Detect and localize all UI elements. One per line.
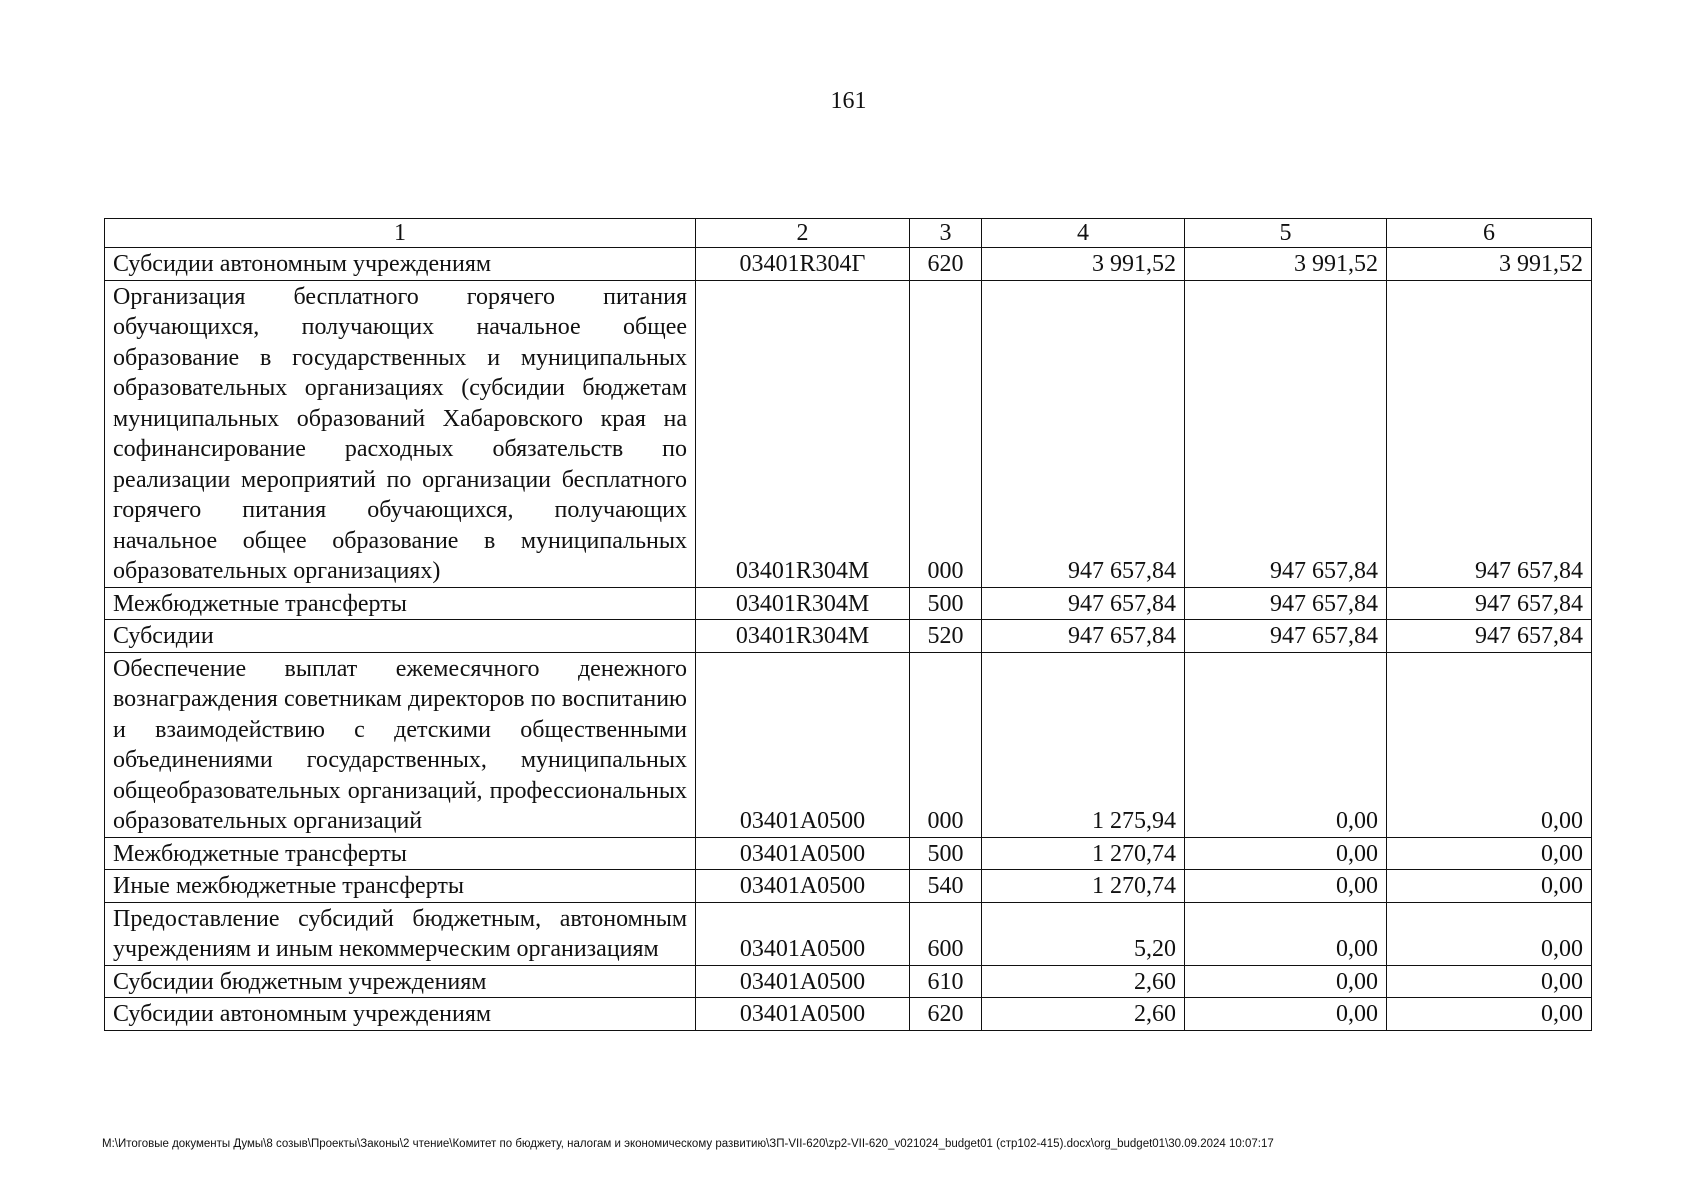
row-value-year1-cell: 947 657,84 — [982, 620, 1185, 653]
row-name-cell: Субсидии автономным учреждениям — [105, 998, 696, 1031]
row-value-year3-cell: 0,00 — [1387, 837, 1592, 870]
row-value-year3-cell: 0,00 — [1387, 965, 1592, 998]
row-value-year3-cell: 3 991,52 — [1387, 248, 1592, 281]
table-row — [105, 902, 1592, 965]
row-value-year1-cell: 1 270,74 — [982, 870, 1185, 903]
table-row — [105, 837, 1592, 870]
table-row — [105, 587, 1592, 620]
row-type-cell: 620 — [910, 248, 982, 281]
row-value-year1-cell: 947 657,84 — [982, 587, 1185, 620]
row-type-cell: 620 — [910, 998, 982, 1031]
row-type-cell: 000 — [910, 280, 982, 587]
row-value-year2-cell: 947 657,84 — [1185, 620, 1387, 653]
row-code-cell: 03401А0500 — [696, 870, 910, 903]
table-row — [105, 620, 1592, 653]
row-code-cell: 03401R304Г — [696, 248, 910, 281]
row-value-year1-cell: 2,60 — [982, 965, 1185, 998]
row-value-year2-cell: 3 991,52 — [1185, 248, 1387, 281]
row-value-year3-cell: 947 657,84 — [1387, 280, 1592, 587]
row-value-year2-cell: 0,00 — [1185, 870, 1387, 903]
row-code-cell: 03401А0500 — [696, 837, 910, 870]
row-value-year3-cell: 0,00 — [1387, 902, 1592, 965]
row-name-cell: Субсидии — [105, 620, 696, 653]
header-cell: 3 — [910, 219, 982, 248]
row-value-year2-cell: 0,00 — [1185, 998, 1387, 1031]
row-type-cell: 540 — [910, 870, 982, 903]
row-name-cell: Предоставление субсидий бюджетным, автономным учреждениям и иным некоммерческим организациям — [105, 902, 696, 965]
row-code-cell: 03401R304М — [696, 280, 910, 587]
table-row — [105, 998, 1592, 1031]
budget-table — [104, 218, 1592, 1031]
row-value-year1-cell: 1 275,94 — [982, 652, 1185, 837]
row-code-cell: 03401А0500 — [696, 652, 910, 837]
row-value-year3-cell: 947 657,84 — [1387, 587, 1592, 620]
row-value-year3-cell: 0,00 — [1387, 870, 1592, 903]
row-value-year2-cell: 0,00 — [1185, 902, 1387, 965]
row-type-cell: 000 — [910, 652, 982, 837]
table-row — [105, 248, 1592, 281]
row-name-cell: Субсидии бюджетным учреждениям — [105, 965, 696, 998]
header-cell: 6 — [1387, 219, 1592, 248]
row-name-cell: Организация бесплатного горячего питания обучающихся, получающих начальное общее образование в государственных и муниципальных образовательных организациях (субсидии бюджетам муниципальных образований Хабаровского края на софинансирование расходных обязательств по реализации мероприятий по организации бесплатного горячего питания обучающихся, получающих начальное общее образование в муниципальных образовательных организациях) — [105, 280, 696, 587]
row-type-cell: 610 — [910, 965, 982, 998]
row-name-cell: Обеспечение выплат ежемесячного денежного вознаграждения советникам директоров по воспитанию и взаимодействию с детскими общественными объединениями государственных, муниципальных общеобразовательных организаций, профессиональных образовательных организаций — [105, 652, 696, 837]
row-value-year3-cell: 0,00 — [1387, 652, 1592, 837]
header-cell: 4 — [982, 219, 1185, 248]
row-value-year2-cell: 0,00 — [1185, 837, 1387, 870]
row-value-year3-cell: 0,00 — [1387, 998, 1592, 1031]
row-value-year2-cell: 0,00 — [1185, 652, 1387, 837]
row-value-year1-cell: 947 657,84 — [982, 280, 1185, 587]
row-type-cell: 600 — [910, 902, 982, 965]
row-name-cell: Субсидии автономным учреждениям — [105, 248, 696, 281]
row-type-cell: 520 — [910, 620, 982, 653]
row-name-cell: Иные межбюджетные трансферты — [105, 870, 696, 903]
page-number: 161 — [830, 88, 867, 114]
row-value-year3-cell: 947 657,84 — [1387, 620, 1592, 653]
row-value-year2-cell: 0,00 — [1185, 965, 1387, 998]
header-cell: 5 — [1185, 219, 1387, 248]
row-value-year1-cell: 3 991,52 — [982, 248, 1185, 281]
table-row — [105, 652, 1592, 837]
budget-table-body — [105, 219, 1592, 1031]
table-header-row — [105, 219, 1592, 248]
row-type-cell: 500 — [910, 587, 982, 620]
row-value-year1-cell: 5,20 — [982, 902, 1185, 965]
row-code-cell: 03401А0500 — [696, 965, 910, 998]
table-row — [105, 870, 1592, 903]
row-name-cell: Межбюджетные трансферты — [105, 587, 696, 620]
table-row — [105, 280, 1592, 587]
row-code-cell: 03401R304М — [696, 620, 910, 653]
table-row — [105, 965, 1592, 998]
row-code-cell: 03401А0500 — [696, 902, 910, 965]
header-cell: 1 — [105, 219, 696, 248]
header-cell: 2 — [696, 219, 910, 248]
row-value-year2-cell: 947 657,84 — [1185, 280, 1387, 587]
file-path-footer: M:\Итоговые документы Думы\8 созыв\Проекты\Законы\2 чтение\Комитет по бюджету, налогам и экономическому развитию\ЗП-VII-620\zp2-VII-620_v021024_budget01 (стр102-415).docx\org_budget01\30.09.2024 10:07:17 — [102, 1138, 1274, 1150]
row-value-year1-cell: 2,60 — [982, 998, 1185, 1031]
row-value-year1-cell: 1 270,74 — [982, 837, 1185, 870]
row-name-cell: Межбюджетные трансферты — [105, 837, 696, 870]
row-value-year2-cell: 947 657,84 — [1185, 587, 1387, 620]
row-code-cell: 03401R304М — [696, 587, 910, 620]
row-type-cell: 500 — [910, 837, 982, 870]
row-code-cell: 03401А0500 — [696, 998, 910, 1031]
